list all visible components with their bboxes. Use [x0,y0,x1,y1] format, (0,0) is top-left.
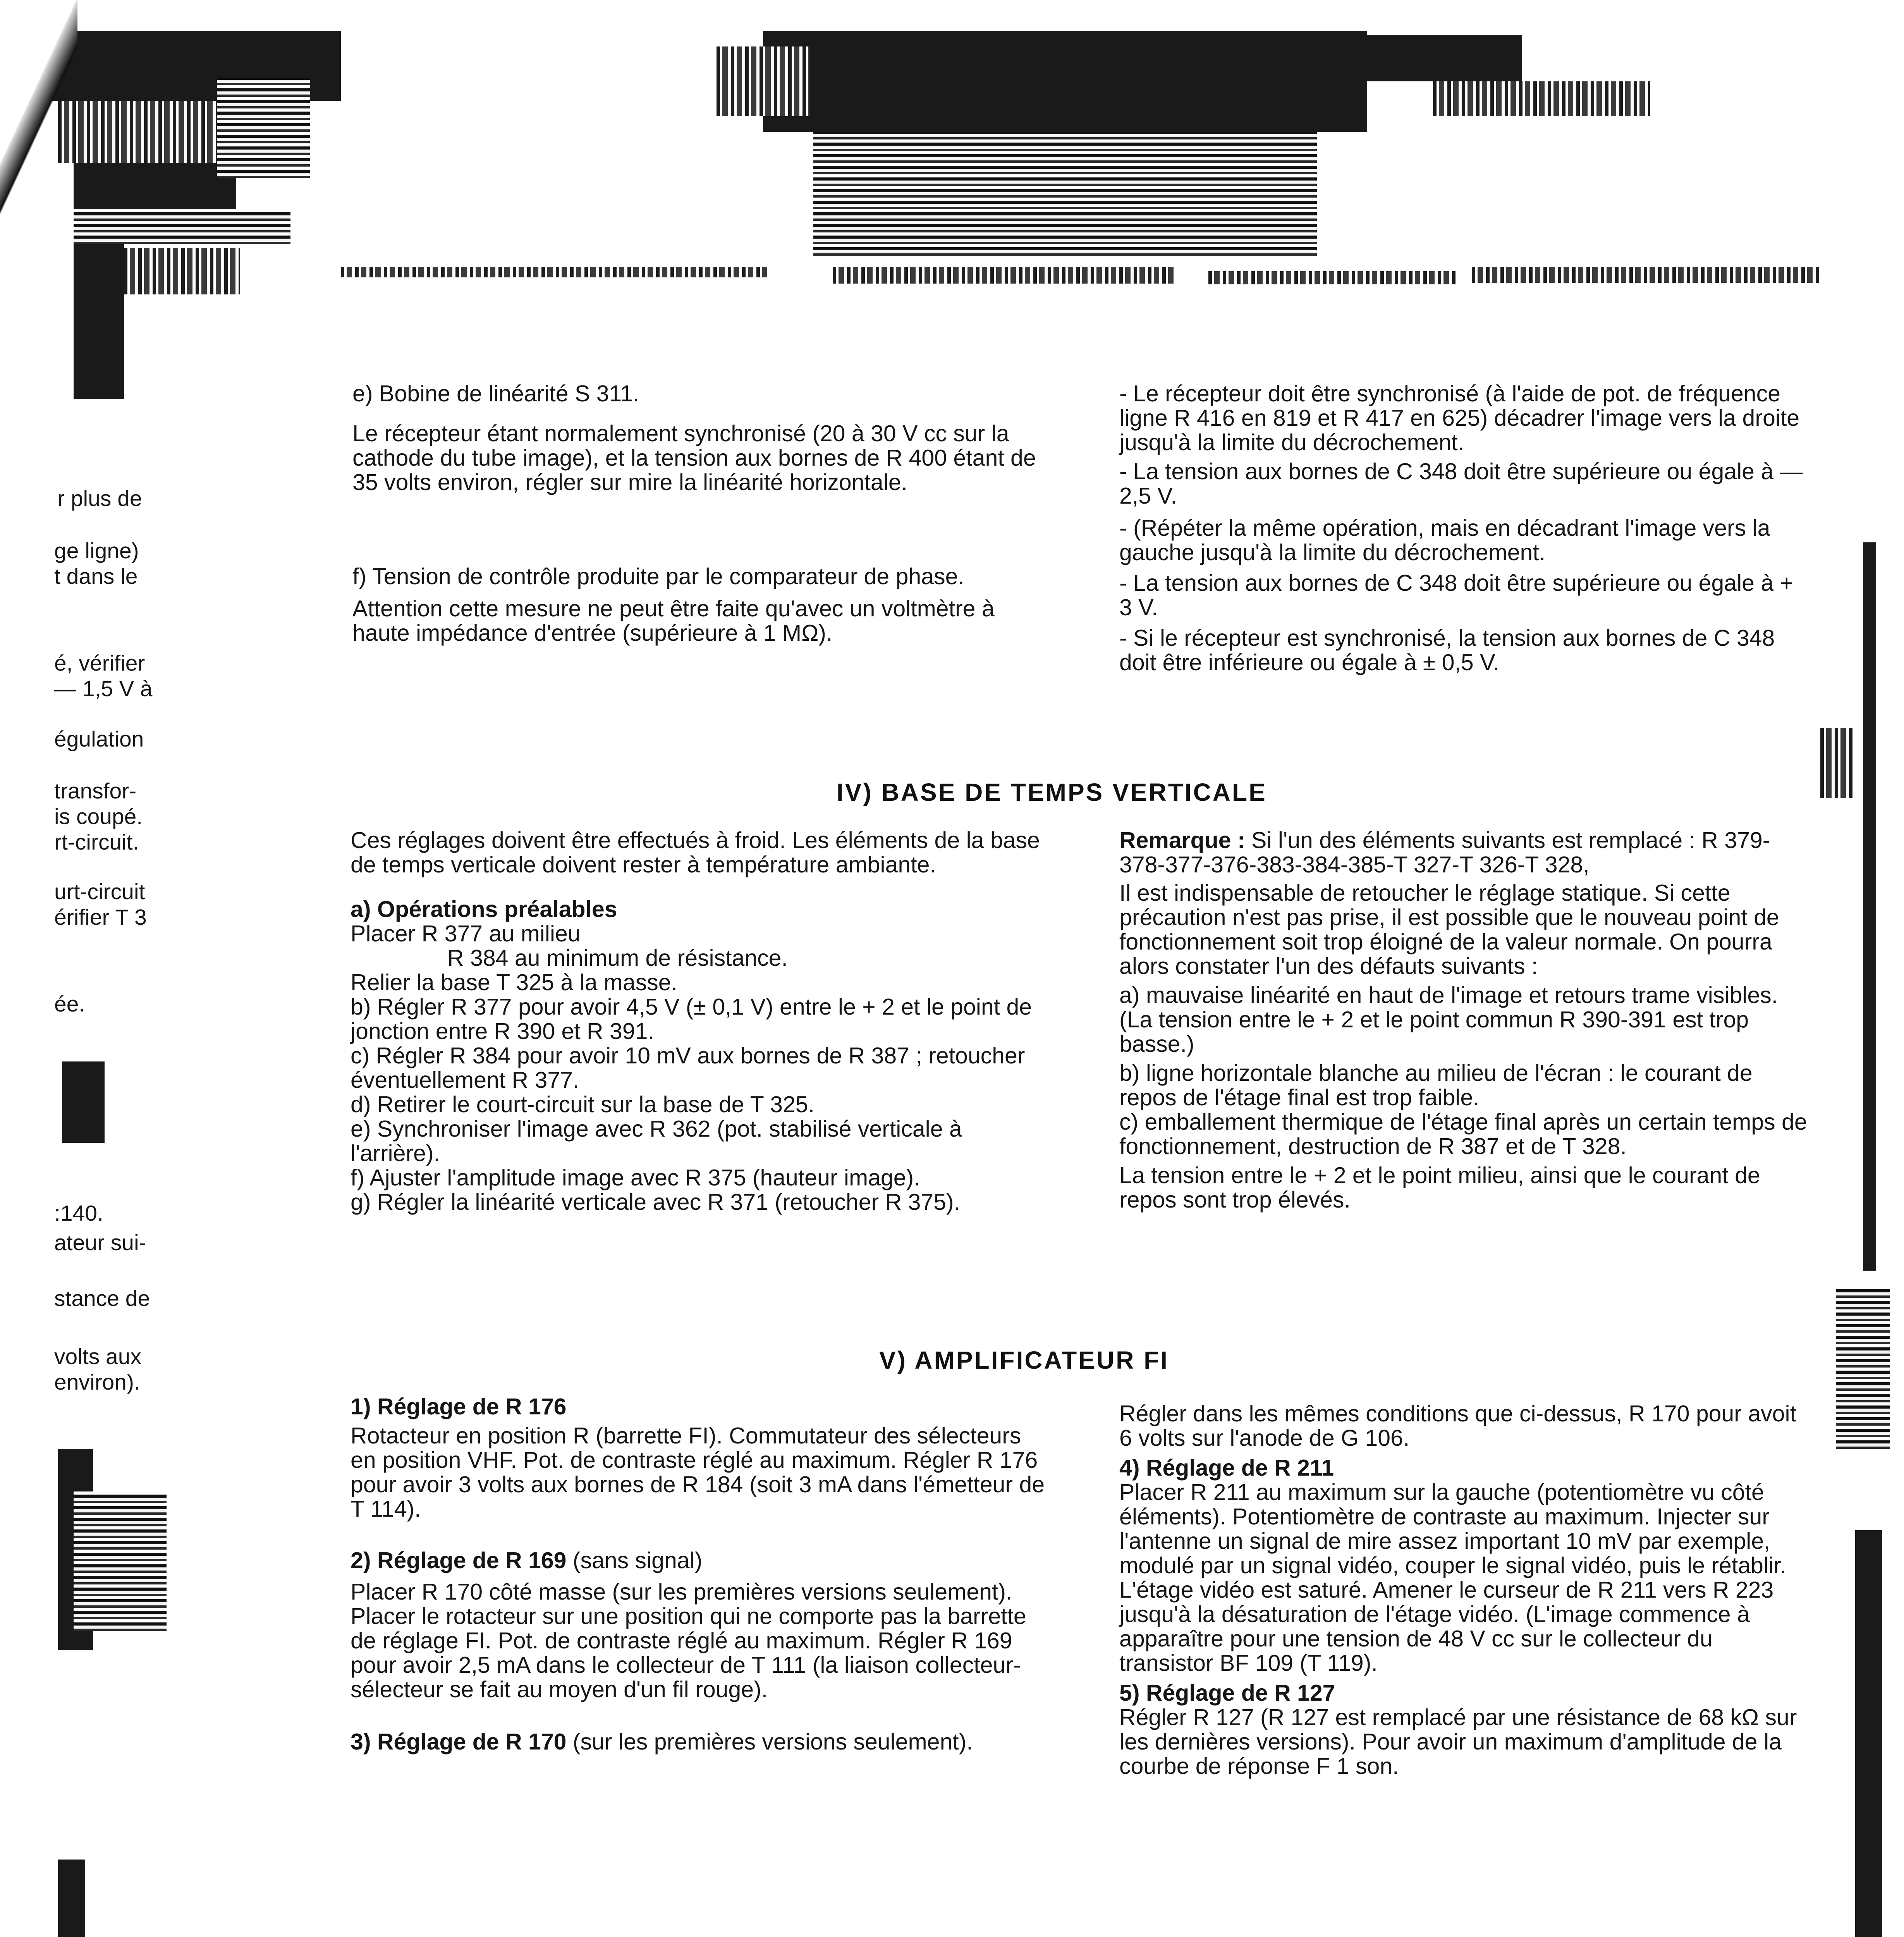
list-item: b) Régler R 377 pour avoir 4,5 V (± 0,1 V) entre le + 2 et le point de jonction entre R 390 et R 391. [351,994,1032,1044]
list-item: c) emballement thermique de l'étage final après un certain temps de fonctionnement, destruction de R 387 et de T 328. [1119,1109,1807,1159]
edge-fragment: urt-circuit [54,879,145,904]
list-item: a) mauvaise linéarité en haut de l'image et retours trame visibles. (La tension entre le + 2 et le point commun R 390-391 est trop basse.) [1119,982,1778,1057]
edge-fragment: rt-circuit. [54,830,139,855]
subsection-title: 3) Réglage de R 170 [351,1729,567,1755]
subsection-title: 2) Réglage de R 169 [351,1548,567,1573]
edge-fragment: transfor- [54,779,137,803]
paragraph: - La tension aux bornes de C 348 doit être supérieure ou égale à — 2,5 V. [1119,459,1803,509]
edge-fragment: is coupé. [54,804,143,829]
paragraph: Ces réglages doivent être effectués à froid. Les éléments de la base de temps verticale doivent rester à température ambiante. [351,827,1040,877]
paragraph: Placer R 170 côté masse (sur les premières versions seulement). Placer le rotacteur sur une position qui ne comporte pas la barrette de réglage FI. Pot. de contraste réglé au maximum. Régler R 169 pour avoir 2,5 mA dans le collecteur de T 111 (la liaison collecteur-sélecteur se fait au moyen d'un fil rouge). [351,1579,1026,1702]
edge-fragment: t dans le [54,564,138,589]
paragraph: Rotacteur en position R (barrette FI). Commutateur des sélecteurs en position VHF. Pot. de contraste réglé au maximum. Régler R 176 pour avoir 3 volts aux bornes de R 184 (soit 3 mA dans l'émetteur de T 114). [351,1423,1045,1522]
paragraph: La tension entre le + 2 et le point milieu, ainsi que le courant de repos sont trop élevés. [1119,1163,1760,1213]
list-item: g) Régler la linéarité verticale avec R 371 (retoucher R 375). [351,1189,961,1215]
section-v-left-column [351,1395,1048,1754]
list-item: Placer R 377 au milieu [351,921,581,946]
subsection-suffix: (sur les premières versions seulement). [572,1729,973,1755]
subsection-title: 1) Réglage de R 176 [351,1394,567,1419]
paragraph: Régler dans les mêmes conditions que ci-dessus, R 170 pour avoit 6 volts sur l'anode de G 106. [1119,1401,1796,1451]
remark-text: Si l'un des éléments suivants est remplacé : R 379-378-377-376-383-384-385-T 327-T 326-T 328, [1119,827,1770,877]
section-heading-iv: IV) BASE DE TEMPS VERTICALE [837,778,1267,806]
remark-label: Remarque : [1119,827,1245,853]
edge-fragment: stance de [54,1286,150,1311]
list-item: c) Régler R 384 pour avoir 10 mV aux bornes de R 387 ; retoucher éventuellement R 377. [351,1043,1025,1093]
edge-fragment: environ). [54,1370,140,1395]
paragraph: Placer R 211 au maximum sur la gauche (potentiomètre vu côté éléments). Potentiomètre de contraste au maximum. Injecter sur l'antenne un signal de mire assez important 10 mV par exemple, modulé par un signal vidéo, couper le signal vidéo, puis le rétablir. L'étage vidéo est saturé. Amener le curseur de R 211 vers R 223 jusqu'à la désaturation de l'étage vidéo. (L'image commence à apparaître pour une tension de 48 V cc sur le collecteur du transistor BF 109 (T 119). [1119,1479,1786,1676]
subsection-title: e) Bobine de linéarité S 311. [352,381,639,406]
edge-fragment: égulation [54,727,144,752]
paragraph: Il est indispensable de retoucher le réglage statique. Si cette précaution n'est pas prise, il est possible que le nouveau point de fonctionnement soit trop éloigné de la valeur normale. On pourra alors constater l'un des défauts suivants : [1119,880,1779,979]
list-item: e) Synchroniser l'image avec R 362 (pot. stabilisé verticale à l'arrière). [351,1116,962,1166]
list-item: f) Ajuster l'amplitude image avec R 375 (hauteur image). [351,1165,920,1190]
edge-fragment: ge ligne) [54,538,139,563]
edge-fragment: r plus de [57,486,142,511]
top-right-column [1119,382,1809,675]
page-peel-shadow [0,0,77,240]
paragraph: - Si le récepteur est synchronisé, la tension aux bornes de C 348 doit être inférieure ou égale à ± 0,5 V. [1119,625,1775,675]
edge-fragment: érifier T 3 [54,905,147,930]
section-v-right-column [1119,1402,1809,1779]
edge-fragment: ateur sui- [54,1230,146,1255]
subsection-title: 5) Réglage de R 127 [1119,1680,1335,1706]
subsection-title: a) Opérations préalables [351,896,617,922]
list-item: R 384 au minimum de résistance. [447,945,788,971]
top-left-column [352,382,1046,645]
subsection-title: 4) Réglage de R 211 [1119,1455,1334,1481]
paragraph: - Le récepteur doit être synchronisé (à l'aide de pot. de fréquence ligne R 416 en 819 et R 417 en 625) décadrer l'image vers la droite jusqu'à la limite du décrochement. [1119,381,1800,455]
section-iv-right-column [1119,828,1809,1212]
remark [1119,828,1809,877]
section-heading-v: V) AMPLIFICATEUR FI [879,1346,1169,1374]
subsection-title: f) Tension de contrôle produite par le comparateur de phase. [352,564,964,589]
section-iv-left-column [351,828,1048,1214]
edge-fragment: :140. [54,1201,103,1226]
paragraph: - La tension aux bornes de C 348 doit être supérieure ou égale à + 3 V. [1119,570,1794,620]
edge-fragment: volts aux [54,1344,141,1369]
paragraph: Attention cette mesure ne peut être faite qu'avec un voltmètre à haute impédance d'entrée (supérieure à 1 MΩ). [352,596,995,646]
paragraph: Le récepteur étant normalement synchronisé (20 à 30 V cc sur la cathode du tube image), et la tension aux bornes de R 400 étant de 35 volts environ, régler sur mire la linéarité horizontale. [352,421,1036,495]
edge-fragment: ée. [54,992,85,1017]
subsection-suffix: (sans signal) [572,1548,703,1573]
list-item: d) Retirer le court-circuit sur la base de T 325. [351,1092,815,1117]
list-item: Relier la base T 325 à la masse. [351,970,677,995]
edge-fragment: é, vérifier [54,651,145,676]
list-item: b) ligne horizontale blanche au milieu de l'écran : le courant de repos de l'étage final est trop faible. [1119,1060,1753,1110]
paragraph: Régler R 127 (R 127 est remplacé par une résistance de 68 kΩ sur les dernières versions). Pour avoir un maximum d'amplitude de la courbe de réponse F 1 son. [1119,1705,1797,1779]
edge-fragment: — 1,5 V à [54,676,153,701]
paragraph: - (Répéter la même opération, mais en décadrant l'image vers la gauche jusqu'à la limite du décrochement. [1119,515,1770,565]
